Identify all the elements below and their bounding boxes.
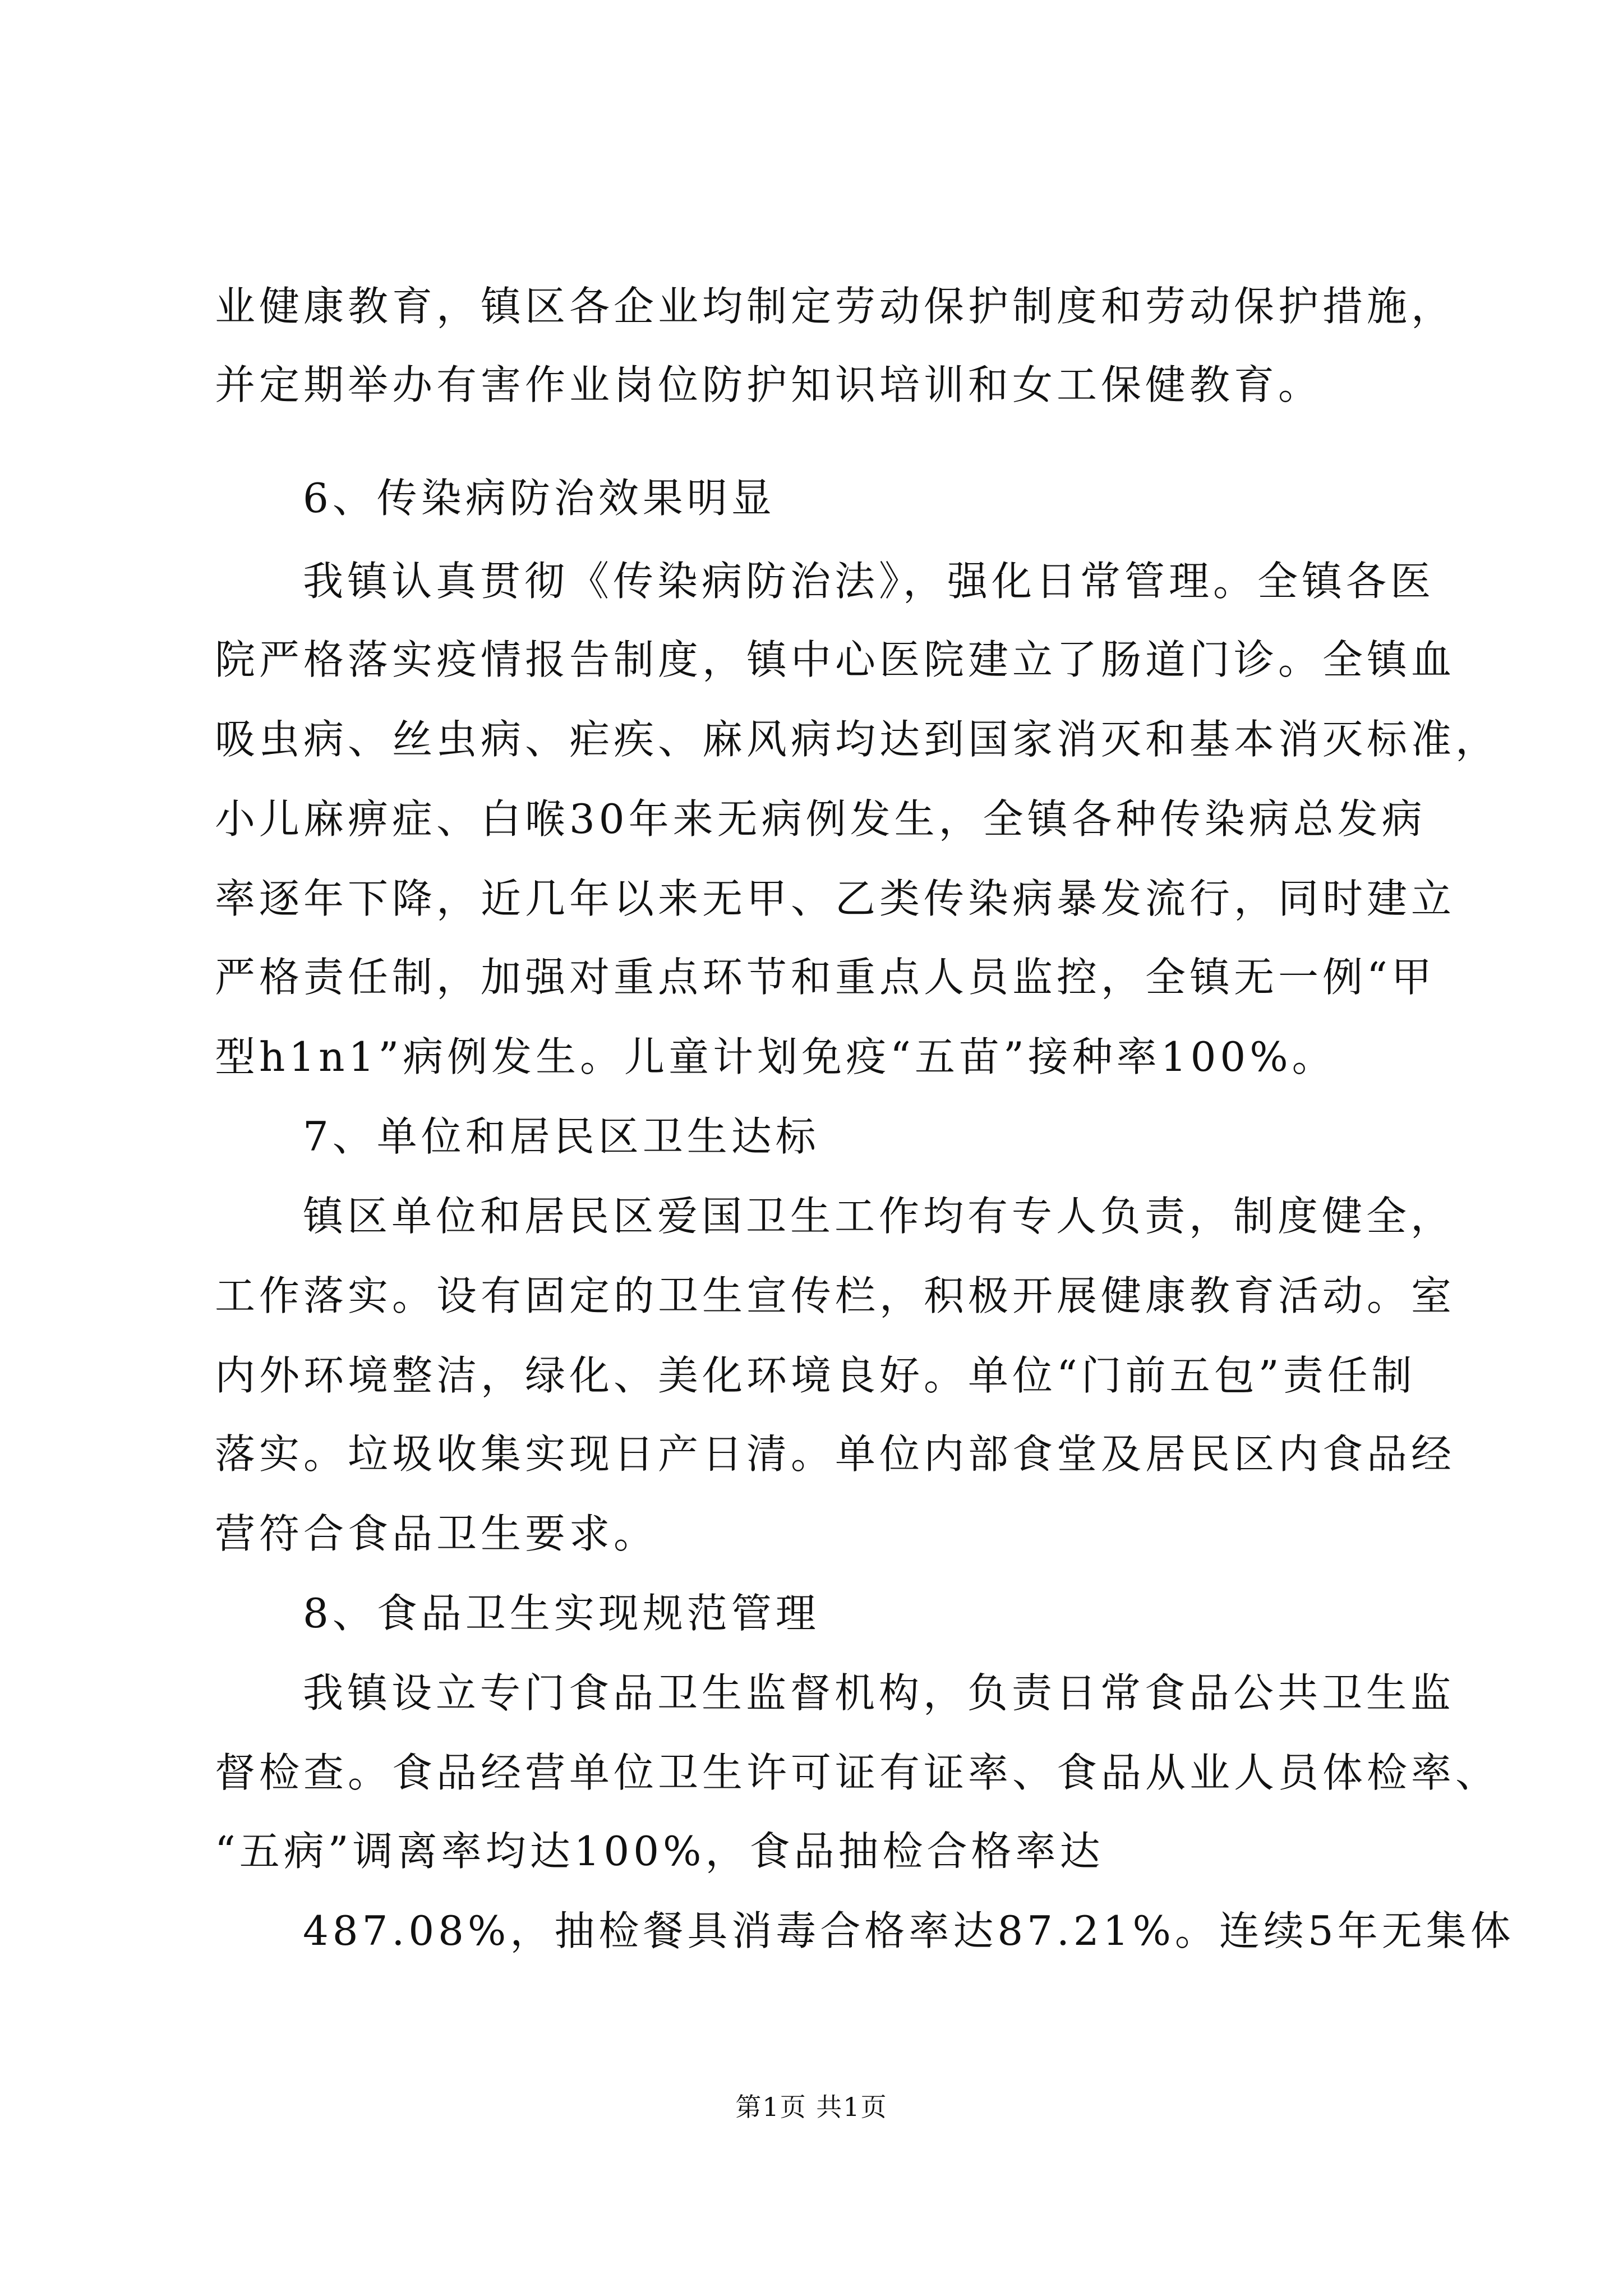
- text-line: 院严格落实疫情报告制度，镇中心医院建立了肠道门诊。全镇血: [215, 636, 1456, 683]
- paragraph-start: 我镇设立专门食品卫生监督机构，负责日常食品公共卫生监: [303, 1669, 1455, 1717]
- text-line: 小儿麻痹症、白喉30年来无病例发生，全镇各种传染病总发病: [215, 795, 1426, 843]
- paragraph-start: 镇区单位和居民区爱国卫生工作均有专人负责，制度健全，: [303, 1193, 1455, 1240]
- paragraph-start: 我镇认真贯彻《传染病防治法》，强化日常管理。全镇各医: [303, 558, 1435, 605]
- text-line: 落实。垃圾收集实现日产日清。单位内部食堂及居民区内食品经: [215, 1430, 1456, 1478]
- text-line: 工作落实。设有固定的卫生宣传栏，积极开展健康教育活动。室: [215, 1272, 1456, 1319]
- text-line: 督检查。食品经营单位卫生许可证有证率、食品从业人员体检率、: [215, 1749, 1500, 1796]
- text-line: 并定期举办有害作业岗位防护知识培训和女工保健教育。: [215, 361, 1323, 408]
- text-line: 业健康教育，镇区各企业均制定劳动保护制度和劳动保护措施，: [215, 283, 1456, 330]
- text-line: “五病”调离率均达100%，食品抽检合格率达: [215, 1828, 1104, 1875]
- text-line: 率逐年下降，近几年以来无甲、乙类传染病暴发流行，同时建立: [215, 875, 1456, 922]
- text-line: 487.08%，抽检餐具消毒合格率达87.21%。连续5年无集体: [303, 1907, 1515, 1954]
- text-line: 吸虫病、丝虫病、疟疾、麻风病均达到国家消灭和基本消灭标准，: [215, 716, 1500, 763]
- section-heading-8: 8、食品卫生实现规范管理: [303, 1590, 820, 1637]
- text-line: 严格责任制，加强对重点环节和重点人员监控，全镇无一例“甲: [215, 954, 1436, 1001]
- section-heading-6: 6、传染病防治效果明显: [303, 475, 776, 522]
- text-line: 内外环境整洁，绿化、美化环境良好。单位“门前五包”责任制: [215, 1352, 1416, 1399]
- text-line: 营符合食品卫生要求。: [215, 1510, 658, 1557]
- text-line: 型h1n1”病例发生。儿童计划免疫“五苗”接种率100%。: [215, 1033, 1336, 1080]
- section-heading-7: 7、单位和居民区卫生达标: [303, 1113, 820, 1160]
- page-footer: 第1页 共1页: [735, 2092, 888, 2122]
